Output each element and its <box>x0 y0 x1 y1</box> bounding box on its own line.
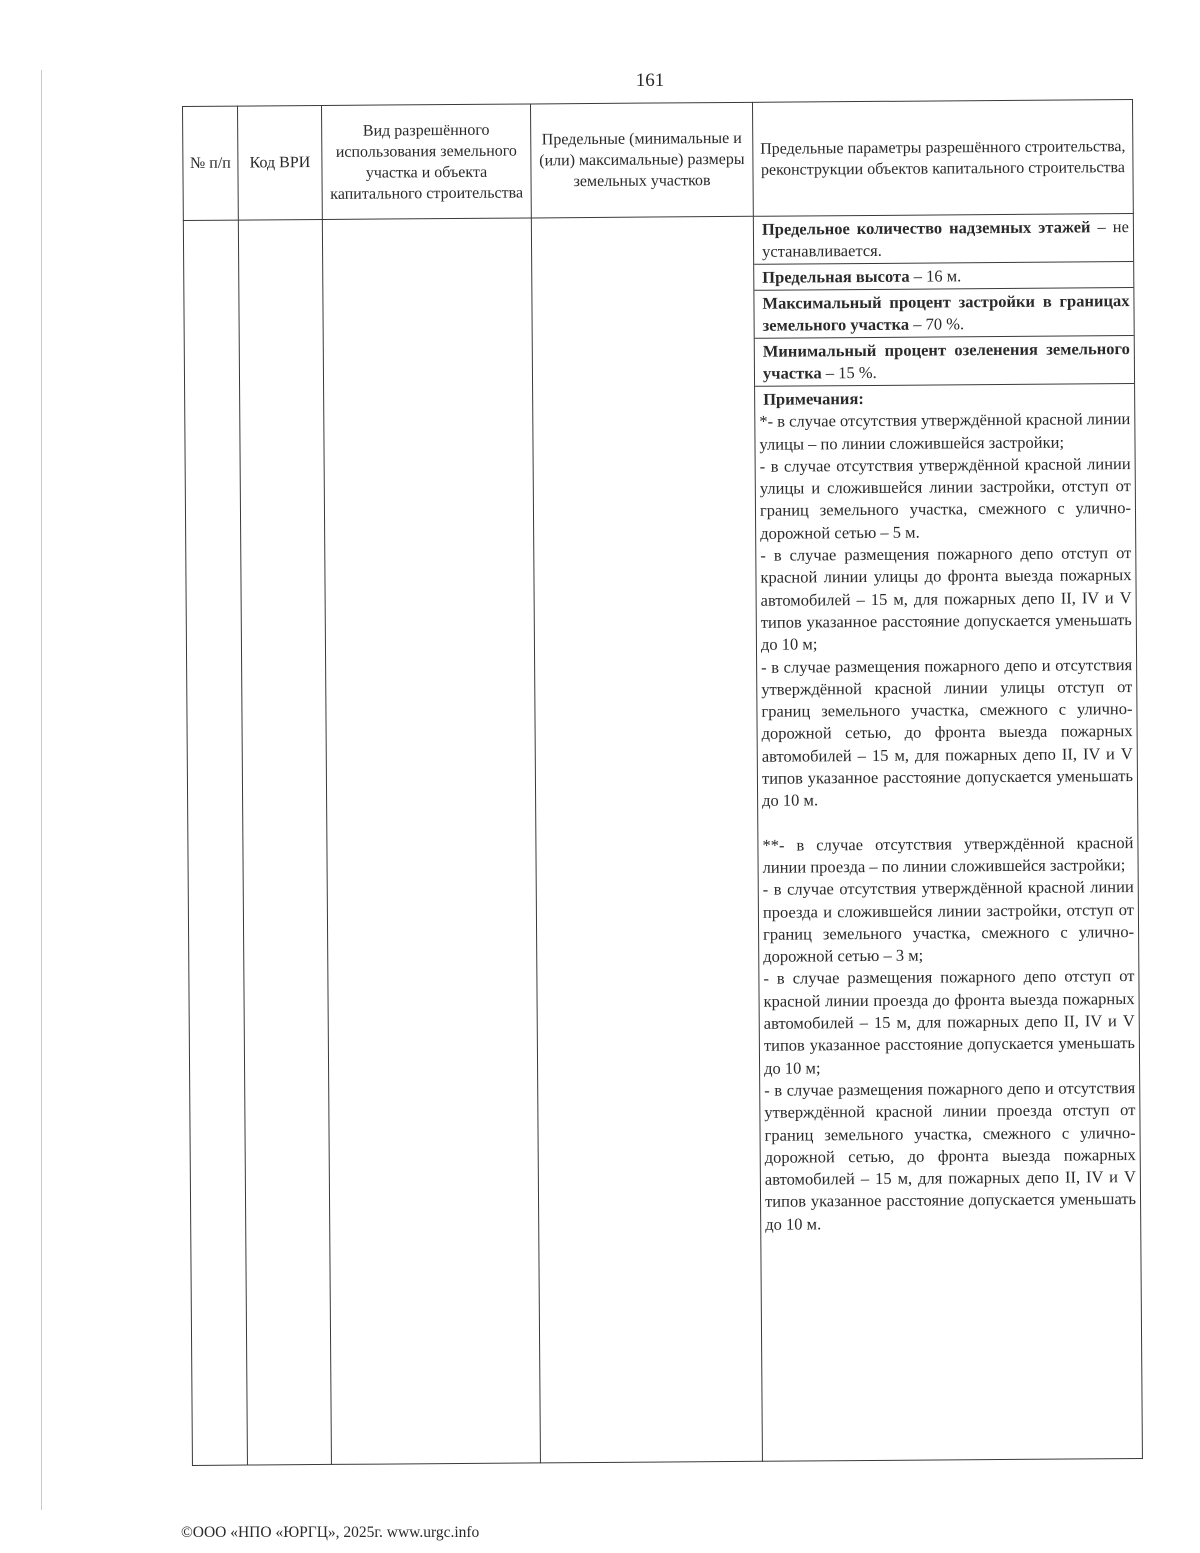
param-label: Минимальный процент озеленения земельного участка <box>762 339 1130 383</box>
param-floors <box>754 214 1133 265</box>
note-paragraph: **- в случае отсутствия утверждённой красной линии проезда – по линии сложившейся застройки; <box>762 832 1134 877</box>
note-paragraph: - в случае размещения пожарного депо и отсутствия утверждённой красной линии улицы отступ от границ земельного участка, смежного с улично-дорожной сетью, до фронта выезда пожарных автомобилей – 15 м, для пожарных депо II, IV и V типов указанное расстояние допускается уменьшать до 10 м. <box>761 654 1134 811</box>
param-label: Предельное количество надземных этажей <box>761 217 1091 239</box>
param-value: – 16 м. <box>909 266 962 286</box>
header-number: № п/п <box>183 106 239 220</box>
notes-spacer <box>762 810 1133 835</box>
regulations-table <box>182 99 1143 1466</box>
cell-parameters <box>753 214 1142 1462</box>
param-green-percent <box>755 336 1134 387</box>
cell-use-type <box>322 218 540 1464</box>
note-paragraph: - в случае отсутствия утверждённой красной линии проезда и сложившейся линии застройки, отступ от границ земельного участка, смежного с улично-дорожной сетью – 3 м; <box>762 877 1135 966</box>
param-value: – 15 %. <box>821 362 877 383</box>
header-use-type: Вид разрешённого использования земельного участка и объекта капитального строительства <box>321 104 531 220</box>
notes-block <box>755 384 1140 1236</box>
param-label: Предельная высота <box>762 266 910 287</box>
table-header-row <box>183 100 1134 221</box>
note-paragraph: - в случае размещения пожарного депо отступ от красной линии проезда до фронта выезда пожарных автомобилей – 15 м, для пожарных депо II, IV и V типов указанное расстояние допускается уменьшать до 10 м; <box>763 966 1135 1078</box>
note-paragraph: - в случае отсутствия утверждённой красной линии улицы и сложившейся линии застройки, отступ от границ земельного участка, смежного с улично-дорожной сетью – 5 м. <box>759 453 1132 543</box>
table-body-row <box>183 214 1142 1466</box>
param-height <box>754 262 1133 291</box>
note-paragraph: - в случае размещения пожарного депо и отсутствия утверждённой красной линии проезда отступ от границ земельного участка, смежного с улично-дорожной сетью, до фронта выезда пожарных автомобилей – 15 м, для пожарных депо II, IV и V типов указанное расстояние допускается уменьшать до 10 м. <box>764 1077 1137 1234</box>
cell-number <box>183 220 247 1465</box>
header-code: Код ВРИ <box>238 105 323 220</box>
param-build-percent <box>754 288 1133 339</box>
notes-title: Примечания: <box>763 389 864 409</box>
note-paragraph: *- в случае отсутствия утверждённой красной линии улицы – по линии сложившейся застройки; <box>759 409 1131 454</box>
param-label: Максимальный процент застройки в границах земельного участка <box>762 291 1130 335</box>
scan-edge-line <box>41 70 42 1510</box>
param-value: – 70 %. <box>909 314 965 334</box>
header-parameters: Предельные параметры разрешённого строительства, реконструкции объектов капитального строительства <box>752 100 1133 217</box>
note-paragraph: - в случае размещения пожарного депо отступ от красной линии улицы до фронта выезда пожарных автомобилей – 15 м, для пожарных депо II, IV и V типов указанное расстояние допускается уменьшать до 10 м; <box>760 543 1132 655</box>
footer-copyright: ©ООО «НПО «ЮРГЦ», 2025г. www.urgc.info <box>181 1524 480 1541</box>
regulations-table-wrap <box>182 99 1142 1466</box>
header-plot-size: Предельные (минимальные и (или) максимальные) размеры земельных участков <box>530 102 753 218</box>
cell-code <box>238 219 331 1465</box>
page-number: 161 <box>635 70 665 91</box>
cell-plot-size <box>531 216 762 1463</box>
param-value: – не устанавливается. <box>762 217 1129 261</box>
